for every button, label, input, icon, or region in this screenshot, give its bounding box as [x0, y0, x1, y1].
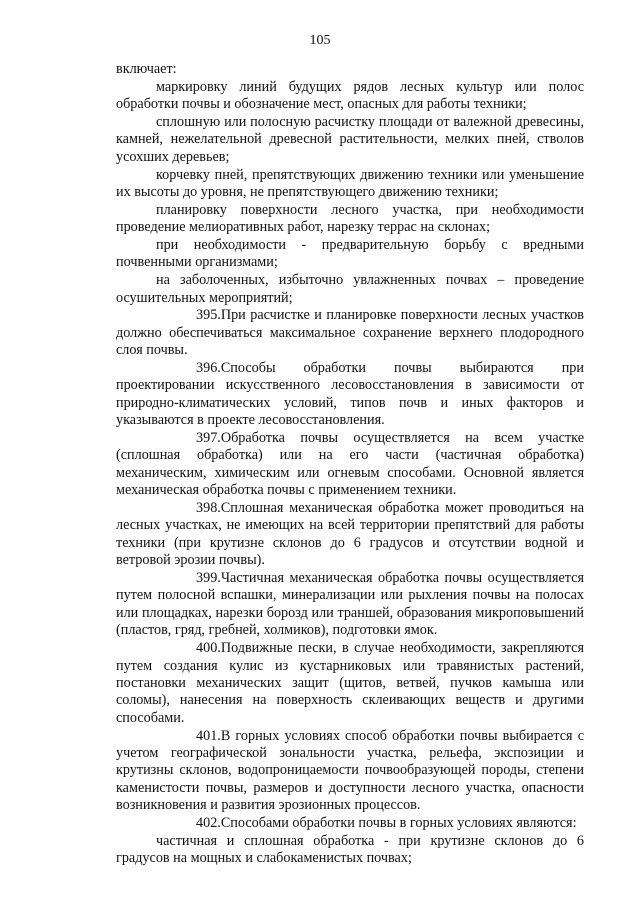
paragraph-text: корчевку пней, препятствующих движению техники или уменьшение их высоты до уровня, не препятствующего движению техники;: [116, 166, 584, 201]
paragraph-number: 395.: [196, 307, 221, 324]
paragraph-401: [116, 728, 584, 815]
paragraph-399: [116, 570, 584, 640]
paragraph-395: [116, 307, 584, 359]
paragraph: [116, 202, 584, 237]
paragraph-398: [116, 500, 584, 570]
paragraph: [116, 61, 584, 78]
paragraph: [116, 114, 584, 166]
paragraph-397: [116, 430, 584, 500]
paragraph: [116, 272, 584, 307]
paragraph-text: Сплошная механическая обработка может проводиться на лесных участках, не имеющих на всей территории препятствий для работы техники (при крутизне склонов до 6 градусов и отсутствии водной и ветровой эрозии почвы).: [116, 500, 584, 569]
paragraph: [116, 79, 584, 114]
paragraph-text: включает:: [116, 61, 177, 77]
paragraph-402: [116, 815, 584, 832]
paragraph-text: сплошную или полосную расчистку площади от валежной древесины, камней, нежелательной древесной растительности, мелких пней, стволов усохших деревьев;: [116, 114, 584, 165]
paragraph-text: планировку поверхности лесного участка, при необходимости проведение мелиоративных работ, нарезку террас на склонах;: [116, 201, 584, 236]
paragraph-number: 402.: [196, 814, 221, 831]
paragraph-400: [116, 640, 584, 727]
paragraph-text: Способы обработки почвы выбираются при проектировании искусственного лесовосстановления в зависимости от природно-климатических условий, типов почв и иных факторов и указываются в проекте лесовосстановления.: [116, 360, 584, 429]
paragraph-number: 399.: [196, 570, 221, 587]
paragraph-text: Частичная механическая обработка почвы осуществляется путем полосной вспашки, минерализации или рыхления почвы на полосах или площадках, нарезки борозд или траншей, образования микроповышений (пластов, гряд, гребней, холмиков), подготовки ямок.: [116, 570, 584, 639]
paragraph: [116, 833, 584, 868]
paragraph-text: Подвижные пески, в случае необходимости, закрепляются путем создания кулис из кустарниковых или травянистых растений, постановки механических защит (щитов, ветвей, пучков камыша или соломы), нанесения на поверхность склеивающих веществ и другими способами.: [116, 640, 584, 726]
paragraph-text: В горных условиях способ обработки почвы выбирается с учетом географической зональности участка, рельефа, экспозиции и крутизны склонов, водопроницаемости почвообразующей породы, степени каменистости почвы, размеров и доступности лесного участка, опасности возникновения и развития эрозионных процессов.: [116, 727, 584, 814]
paragraph-text: При расчистке и планировке поверхности лесных участков должно обеспечиваться максимальное сохранение верхнего плодородного слоя почвы.: [116, 307, 584, 359]
paragraph-text: при необходимости - предварительную борьбу с вредными почвенными организмами;: [116, 237, 584, 271]
paragraph-number: 400.: [196, 640, 221, 657]
paragraph: [116, 167, 584, 202]
paragraph-text: на заболоченных, избыточно увлажненных почвах – проведение осушительных мероприятий;: [116, 272, 584, 306]
paragraph-number: 396.: [196, 360, 221, 377]
paragraph: [116, 237, 584, 272]
paragraph-text: Способами обработки почвы в горных условиях являются:: [220, 814, 577, 831]
paragraph-number: 397.: [196, 430, 221, 447]
paragraph-text: Обработка почвы осуществляется на всем участке (сплошная обработка) или на его части (частичная обработка) механическим, химическим или огневым способами. Основной является механическая обработка почвы с применением техники.: [116, 430, 584, 499]
paragraph-text: частичная и сплошная обработка - при крутизне склонов до 6 градусов на мощных и слабокаменистых почвах;: [116, 832, 584, 867]
page-number: 105: [309, 33, 331, 48]
document-body: [116, 61, 584, 868]
paragraph-text: маркировку линий будущих рядов лесных культур или полос обработки почвы и обозначение мест, опасных для работы техники;: [116, 78, 584, 113]
paragraph-number: 398.: [196, 500, 221, 517]
paragraph-396: [116, 360, 584, 430]
paragraph-number: 401.: [196, 727, 221, 744]
